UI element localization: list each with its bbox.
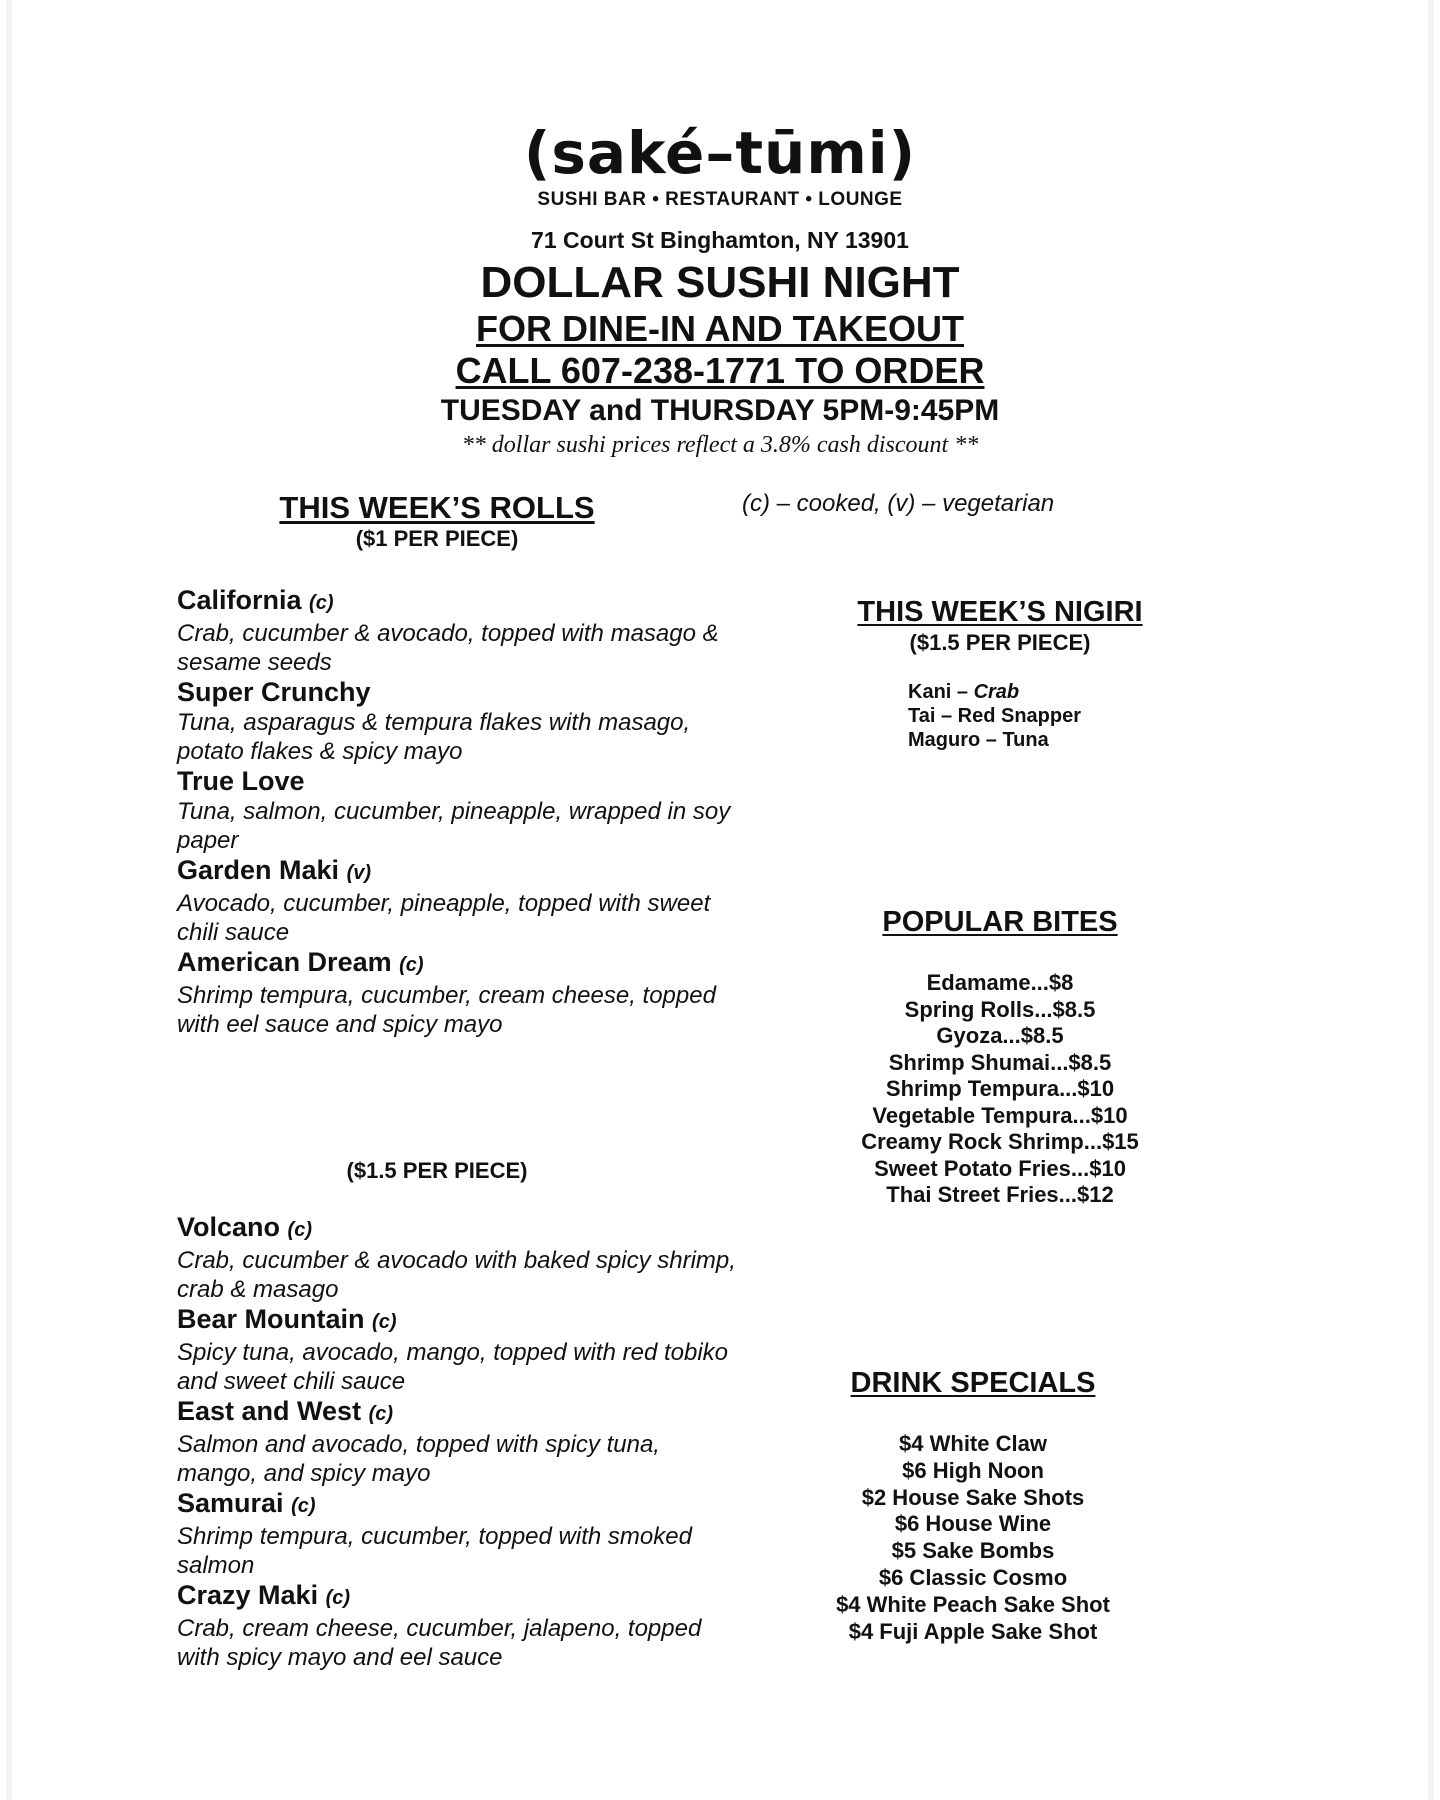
drink-item: $4 White Claw bbox=[899, 1431, 1047, 1456]
drinks-section bbox=[753, 1365, 1193, 1645]
nigiri-item bbox=[908, 680, 1220, 704]
roll-name-line bbox=[177, 947, 737, 981]
roll-item bbox=[177, 1396, 737, 1488]
roll-tag: (c) bbox=[372, 1311, 397, 1333]
drink-item: $6 High Noon bbox=[902, 1457, 1044, 1483]
rolls-title: THIS WEEK’S ROLLS bbox=[279, 490, 595, 525]
event-days: TUESDAY and THURSDAY 5PM-9:45PM bbox=[440, 394, 1000, 427]
rolls-price-1: ($1 PER PIECE) bbox=[355, 526, 519, 551]
bite-item: Thai Street Fries...$12 bbox=[886, 1182, 1114, 1207]
rolls-heading bbox=[177, 490, 697, 552]
roll-item bbox=[177, 585, 737, 677]
roll-description: Salmon and avocado, topped with spicy tuna, mango, and spicy mayo bbox=[177, 1431, 660, 1487]
nigiri-name: Kani – bbox=[908, 681, 974, 703]
bites-list bbox=[780, 970, 1220, 1209]
roll-name: Volcano bbox=[177, 1212, 281, 1242]
nigiri-fish: Tuna bbox=[1002, 729, 1049, 751]
roll-tag: (c) bbox=[368, 1403, 394, 1425]
bite-item: Sweet Potato Fries...$10 bbox=[874, 1155, 1126, 1181]
roll-description: Spicy tuna, avocado, mango, topped with red tobiko and sweet chili sauce bbox=[177, 1339, 729, 1395]
nigiri-item bbox=[908, 704, 1220, 728]
nigiri-name: Maguro – bbox=[908, 729, 1003, 751]
drinks-list bbox=[753, 1431, 1193, 1645]
restaurant-address: 71 Court St Binghamton, NY 13901 bbox=[531, 227, 909, 253]
roll-description: Shrimp tempura, cucumber, cream cheese, topped with eel sauce and spicy mayo bbox=[177, 982, 716, 1038]
bites-section bbox=[780, 904, 1220, 1209]
nigiri-list bbox=[908, 680, 1220, 752]
roll-tag: (c) bbox=[399, 954, 424, 976]
roll-name: True Love bbox=[177, 766, 305, 796]
roll-description: Tuna, salmon, cucumber, pineapple, wrapped in soy paper bbox=[177, 798, 731, 854]
roll-name: Crazy Maki bbox=[177, 1580, 319, 1610]
nigiri-item bbox=[908, 728, 1220, 752]
nigiri-title: THIS WEEK’S NIGIRI bbox=[857, 596, 1143, 628]
roll-item bbox=[177, 766, 737, 855]
nigiri-section bbox=[780, 594, 1220, 752]
restaurant-subtitle: SUSHI BAR • RESTAURANT • LOUNGE bbox=[537, 189, 903, 210]
drink-item: $5 Sake Bombs bbox=[891, 1538, 1055, 1564]
roll-item bbox=[177, 1304, 737, 1396]
roll-name: Samurai bbox=[177, 1488, 284, 1518]
menu-header bbox=[0, 118, 1440, 460]
dine-in-notice: FOR DINE-IN AND TAKEOUT bbox=[476, 308, 964, 349]
nigiri-price: ($1.5 PER PIECE) bbox=[909, 630, 1091, 655]
roll-item bbox=[177, 1488, 737, 1580]
roll-name-line bbox=[177, 1488, 737, 1522]
drinks-title: DRINK SPECIALS bbox=[850, 1367, 1096, 1399]
roll-name-line bbox=[177, 1304, 737, 1338]
event-headline: DOLLAR SUSHI NIGHT bbox=[480, 258, 960, 307]
roll-name: Super Crunchy bbox=[177, 677, 371, 707]
roll-name-line bbox=[177, 855, 737, 889]
bite-item: Edamame...$8 bbox=[926, 970, 1074, 995]
nigiri-name: Tai – bbox=[908, 705, 958, 727]
drink-item: $2 House Sake Shots bbox=[861, 1484, 1085, 1510]
rolls-price-2: ($1.5 PER PIECE) bbox=[346, 1158, 528, 1183]
roll-description: Crab, cream cheese, cucumber, jalapeno, topped with spicy mayo and eel sauce bbox=[177, 1615, 702, 1671]
bite-item: Creamy Rock Shrimp...$15 bbox=[861, 1129, 1139, 1154]
bite-item: Gyoza...$8.5 bbox=[936, 1023, 1064, 1048]
bites-title: POPULAR BITES bbox=[882, 906, 1118, 938]
drink-item: $6 Classic Cosmo bbox=[878, 1564, 1068, 1590]
roll-name: Garden Maki bbox=[177, 855, 340, 885]
roll-name-line bbox=[177, 677, 737, 708]
roll-tag: (c) bbox=[325, 1587, 351, 1609]
dietary-legend: (c) – cooked, (v) – vegetarian bbox=[742, 490, 1055, 517]
roll-name-line bbox=[177, 1580, 737, 1614]
roll-item bbox=[177, 1212, 737, 1304]
roll-item bbox=[177, 855, 737, 947]
nigiri-fish: Crab bbox=[973, 681, 1020, 703]
roll-name-line bbox=[177, 1212, 737, 1246]
roll-description: Shrimp tempura, cucumber, topped with smoked salmon bbox=[177, 1523, 692, 1579]
roll-tag: (c) bbox=[309, 592, 334, 614]
bite-item: Shrimp Shumai...$8.5 bbox=[888, 1049, 1112, 1075]
roll-name: American Dream bbox=[177, 947, 392, 977]
restaurant-logo: (saké–tūmi) bbox=[523, 119, 917, 187]
order-phone: CALL 607-238-1771 TO ORDER bbox=[455, 350, 985, 391]
drink-item: $4 White Peach Sake Shot bbox=[836, 1591, 1110, 1617]
roll-description: Crab, cucumber & avocado, topped with masago & sesame seeds bbox=[177, 620, 719, 676]
roll-tag: (c) bbox=[291, 1495, 316, 1517]
bite-item: Vegetable Tempura...$10 bbox=[872, 1102, 1128, 1128]
nigiri-fish: Red Snapper bbox=[957, 705, 1082, 727]
roll-item bbox=[177, 947, 737, 1039]
rolls-list-2 bbox=[177, 1212, 737, 1672]
roll-tag: (v) bbox=[346, 862, 372, 884]
rolls-list-1 bbox=[177, 585, 737, 1039]
roll-name: East and West bbox=[177, 1396, 362, 1426]
roll-name-line bbox=[177, 1396, 737, 1430]
bite-item: Shrimp Tempura...$10 bbox=[885, 1076, 1115, 1101]
roll-name-line bbox=[177, 585, 737, 619]
roll-description: Crab, cucumber & avocado with baked spicy shrimp, crab & masago bbox=[177, 1247, 736, 1303]
rolls-heading-2 bbox=[177, 1158, 697, 1184]
discount-note: ** dollar sushi prices reflect a 3.8% cash discount ** bbox=[461, 432, 979, 458]
roll-description: Avocado, cucumber, pineapple, topped with sweet chili sauce bbox=[177, 890, 711, 946]
roll-item bbox=[177, 1580, 737, 1672]
drink-item: $6 House Wine bbox=[894, 1511, 1052, 1537]
roll-name-line bbox=[177, 766, 737, 797]
roll-name: Bear Mountain bbox=[177, 1304, 365, 1334]
bite-item: Spring Rolls...$8.5 bbox=[904, 996, 1096, 1022]
roll-tag: (c) bbox=[287, 1219, 312, 1241]
roll-item bbox=[177, 677, 737, 766]
roll-name: California bbox=[177, 585, 302, 615]
drink-item: $4 Fuji Apple Sake Shot bbox=[848, 1618, 1098, 1644]
roll-description: Tuna, asparagus & tempura flakes with masago, potato flakes & spicy mayo bbox=[177, 709, 691, 765]
